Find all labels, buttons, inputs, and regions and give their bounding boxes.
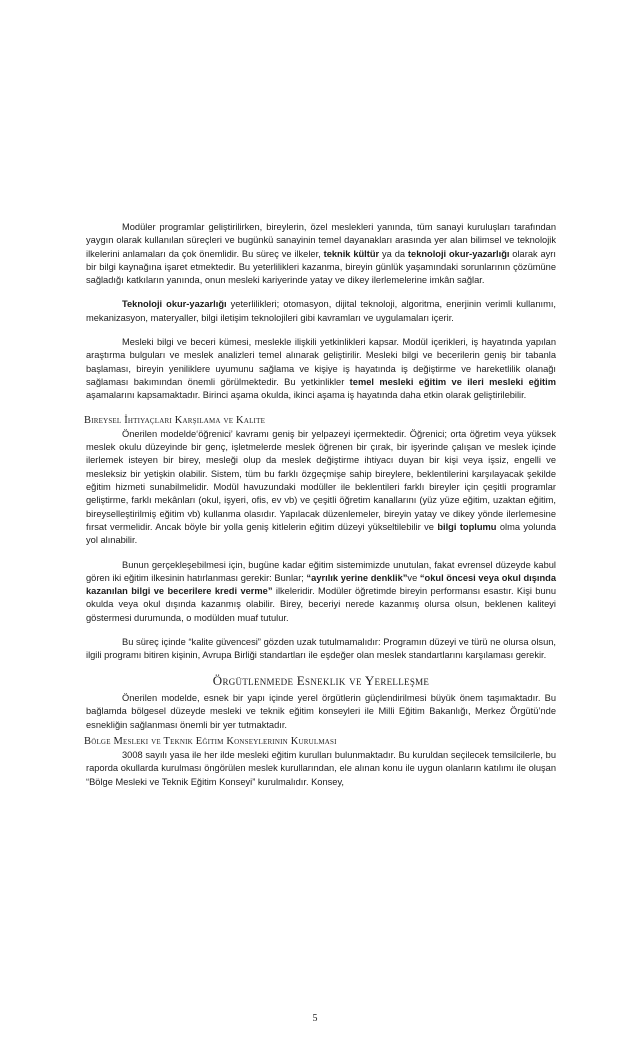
text-segment: ilkeleridir. Modüler öğretimde bireyin performansı esastır. Kişi bunu okulda veya okul dışında kazanmış olabilir. Birey, beceriyi nerede kazanmış olursa olsun, beklenen kaliteyi göstermesi durumunda, o modülden muaf tutulur. — [86, 586, 556, 623]
paragraph — [86, 692, 556, 732]
bold-text: Teknoloji okur-yazarlığı — [122, 299, 227, 310]
text-segment: Modüler programlar geliştirilirken, bireylerin, özel meslekleri yanında, tüm sanayi kuruluşları tarafından yaygın olarak kullanılan süreçleri ve bugünkü sanayinin temel dayanakları arasında yer alan bilimsel ve teknolojik ilkelerini anlamaları da çok önemlidir. Bu süreç ve ilkeler, — [86, 222, 556, 259]
section-bolge-paragraphs — [86, 749, 556, 789]
paragraph — [86, 428, 556, 548]
paragraph — [86, 298, 556, 325]
section-heading-orgutlenme: Örgütlenmede Esneklik ve Yerelleşme — [212, 672, 430, 688]
text-segment: Önerilen modelde, esnek bir yapı içinde yerel örgütlerin güçlendirilmesi büyük önem taşımaktadır. Bu bağlamda bölgesel düzeyde mesleki ve teknik eğitim konseyleri ile Milli Eğitim Bakanlığı, Merkez Örgütü’nde esnekliğin sağlanması önemli bir yer tutmaktadır. — [86, 692, 556, 730]
page-content — [86, 221, 556, 800]
section-bireysel-paragraphs — [86, 428, 556, 663]
text-segment: ve — [407, 572, 420, 583]
text-segment: 3008 sayılı yasa ile her ilde mesleki eğitim kurulları bulunmaktadır. Bu kuruldan seçilecek temsilcilerle, bu raporda okullarda kurulması öngörülen meslek kurullarından, ele alınan konu ile uygun olanların katılımı ile oluşan “Bölge Mesleki ve Teknik Eğitim Konseyi” kurulmalıdır. Konsey, — [86, 750, 556, 787]
section-heading-bolge: Bölge Mesleki ve Teknik Eğitim Konseylerinin Kurulması — [84, 735, 337, 747]
bold-text: teknik kültür — [323, 248, 380, 259]
text-segment: olma yolunda yol alınabilir. — [86, 521, 556, 546]
paragraph — [86, 221, 556, 287]
text-segment: yeterlilikleri; otomasyon, dijital teknoloji, algoritma, enerjinin verimli kullanımı, mekanizasyon, materyaller, bilgi iletişim teknolojileri gibi kavramları ve uygulamaları içerir. — [86, 299, 556, 323]
text-segment: Bunun gerçekleşebilmesi için, bugüne kadar eğitim sistemimizde unutulan, fakat evrensel düzeyde kabul gören iki eğitim ilkesinin hatırlanması gerekir: Bunlar; — [86, 559, 556, 583]
paragraph — [86, 636, 556, 663]
text-segment: Mesleki bilgi ve beceri kümesi, meslekle ilişkili yetkinlikleri kapsar. Modül içerikleri, iş hayatında yapılan araştırma bulguları ve meslek analizleri temel alınarak geliştirilir. Mesleki bilgi ve becerilerin geniş bir tabanla başlaması, bireyin yeniliklere uyumunu sağlama ve kişiye iş hayatında iş değiştirme ve hareketlilik olanağı sağlaması bakımından önemli görülmektedir. Bu yetkinlikler — [86, 337, 556, 387]
text-segment: ya da — [379, 248, 408, 259]
bold-text: teknoloji okur-yazarlığı — [407, 248, 510, 259]
text-segment: Bu süreç içinde “kalite güvencesi” gözden uzak tutulmamalıdır: Programın düzeyi ve türü ne olursa olsun, ilgili programı bitiren kişinin, Avrupa Birliği standartları ile eşdeğer olan meslek standartlarını karşılaması gerekir. — [86, 637, 556, 661]
section-orgutlenme-paragraphs — [86, 692, 556, 732]
text-segment: aşamalarını kapsamaktadır. Birinci aşama okulda, ikinci aşama iş hayatında daha etkin olarak geliştirilebilir. — [86, 390, 527, 401]
intro-paragraphs — [86, 221, 556, 403]
paragraph — [86, 336, 556, 402]
text-segment: Önerilen modelde‘öğrenici’ kavramı geniş bir yelpazeyi içermektedir. Öğrenici; orta öğretim veya yüksek meslek okulu düzeyinde bir genç, işletmelerde meslek öğrenen bir çırak, bir işyerinde çalışan ve meslek içinde ilerlemek isteyen bir birey, mesleği olup da meslek değiştirme ihtiyacı duyan bir kişi veya işsiz, engelli ve mesleksiz bir yetişkin olabilir. Sistem, tüm bu farklı özgeçmişe sahip bireylere, beklentilerini karşılayacak şekilde eğitim hizmeti sunabilmelidir. Modül havuzundaki modüller ile beklentileri farklı bireyler için çeşitli programlar geliştirme, farklı mekânları (okul, işyeri, ofis, ev vb) ve çeşitli öğretim kanallarını (yüz yüze eğitim, uzaktan eğitim, bireyselleştirilmiş eğitim vb) kullanma olasıdır. Yapılacak düzenlemeler, bireyin yatay ve dikey yönde ilerlemesine fırsat vermelidir. Ancak böyle bir yolla geniş kitlelerin eğitim düzeyi yükseltilebilir ve — [86, 428, 556, 532]
bold-text: “ayrılık yerine denklik” — [306, 572, 408, 583]
paragraph — [86, 749, 556, 789]
bold-text: “okul öncesi veya okul dışında kazanılan bilgi ve becerilere kredi verme” — [86, 572, 556, 597]
text-segment: olarak ayrı bir bilgi kaynağına işaret etmektedir. Bu yeterlilikleri kazanma, bireyin günlük yaşamındaki sorunlarının çözümüne sağladığı katkıların yanında, onun mesleki kariyerinde yatay ve dikey ilerlemelerine imkân sağlar. — [86, 248, 556, 286]
section-heading-bireysel: Bireysel İhtiyaçları Karşılama ve Kalite — [84, 414, 266, 426]
page-number: 5 — [312, 1013, 318, 1024]
paragraph — [86, 559, 556, 625]
bold-text: bilgi toplumu — [437, 521, 497, 532]
bold-text: temel mesleki eğitim ve ileri mesleki eğitim — [349, 376, 556, 387]
